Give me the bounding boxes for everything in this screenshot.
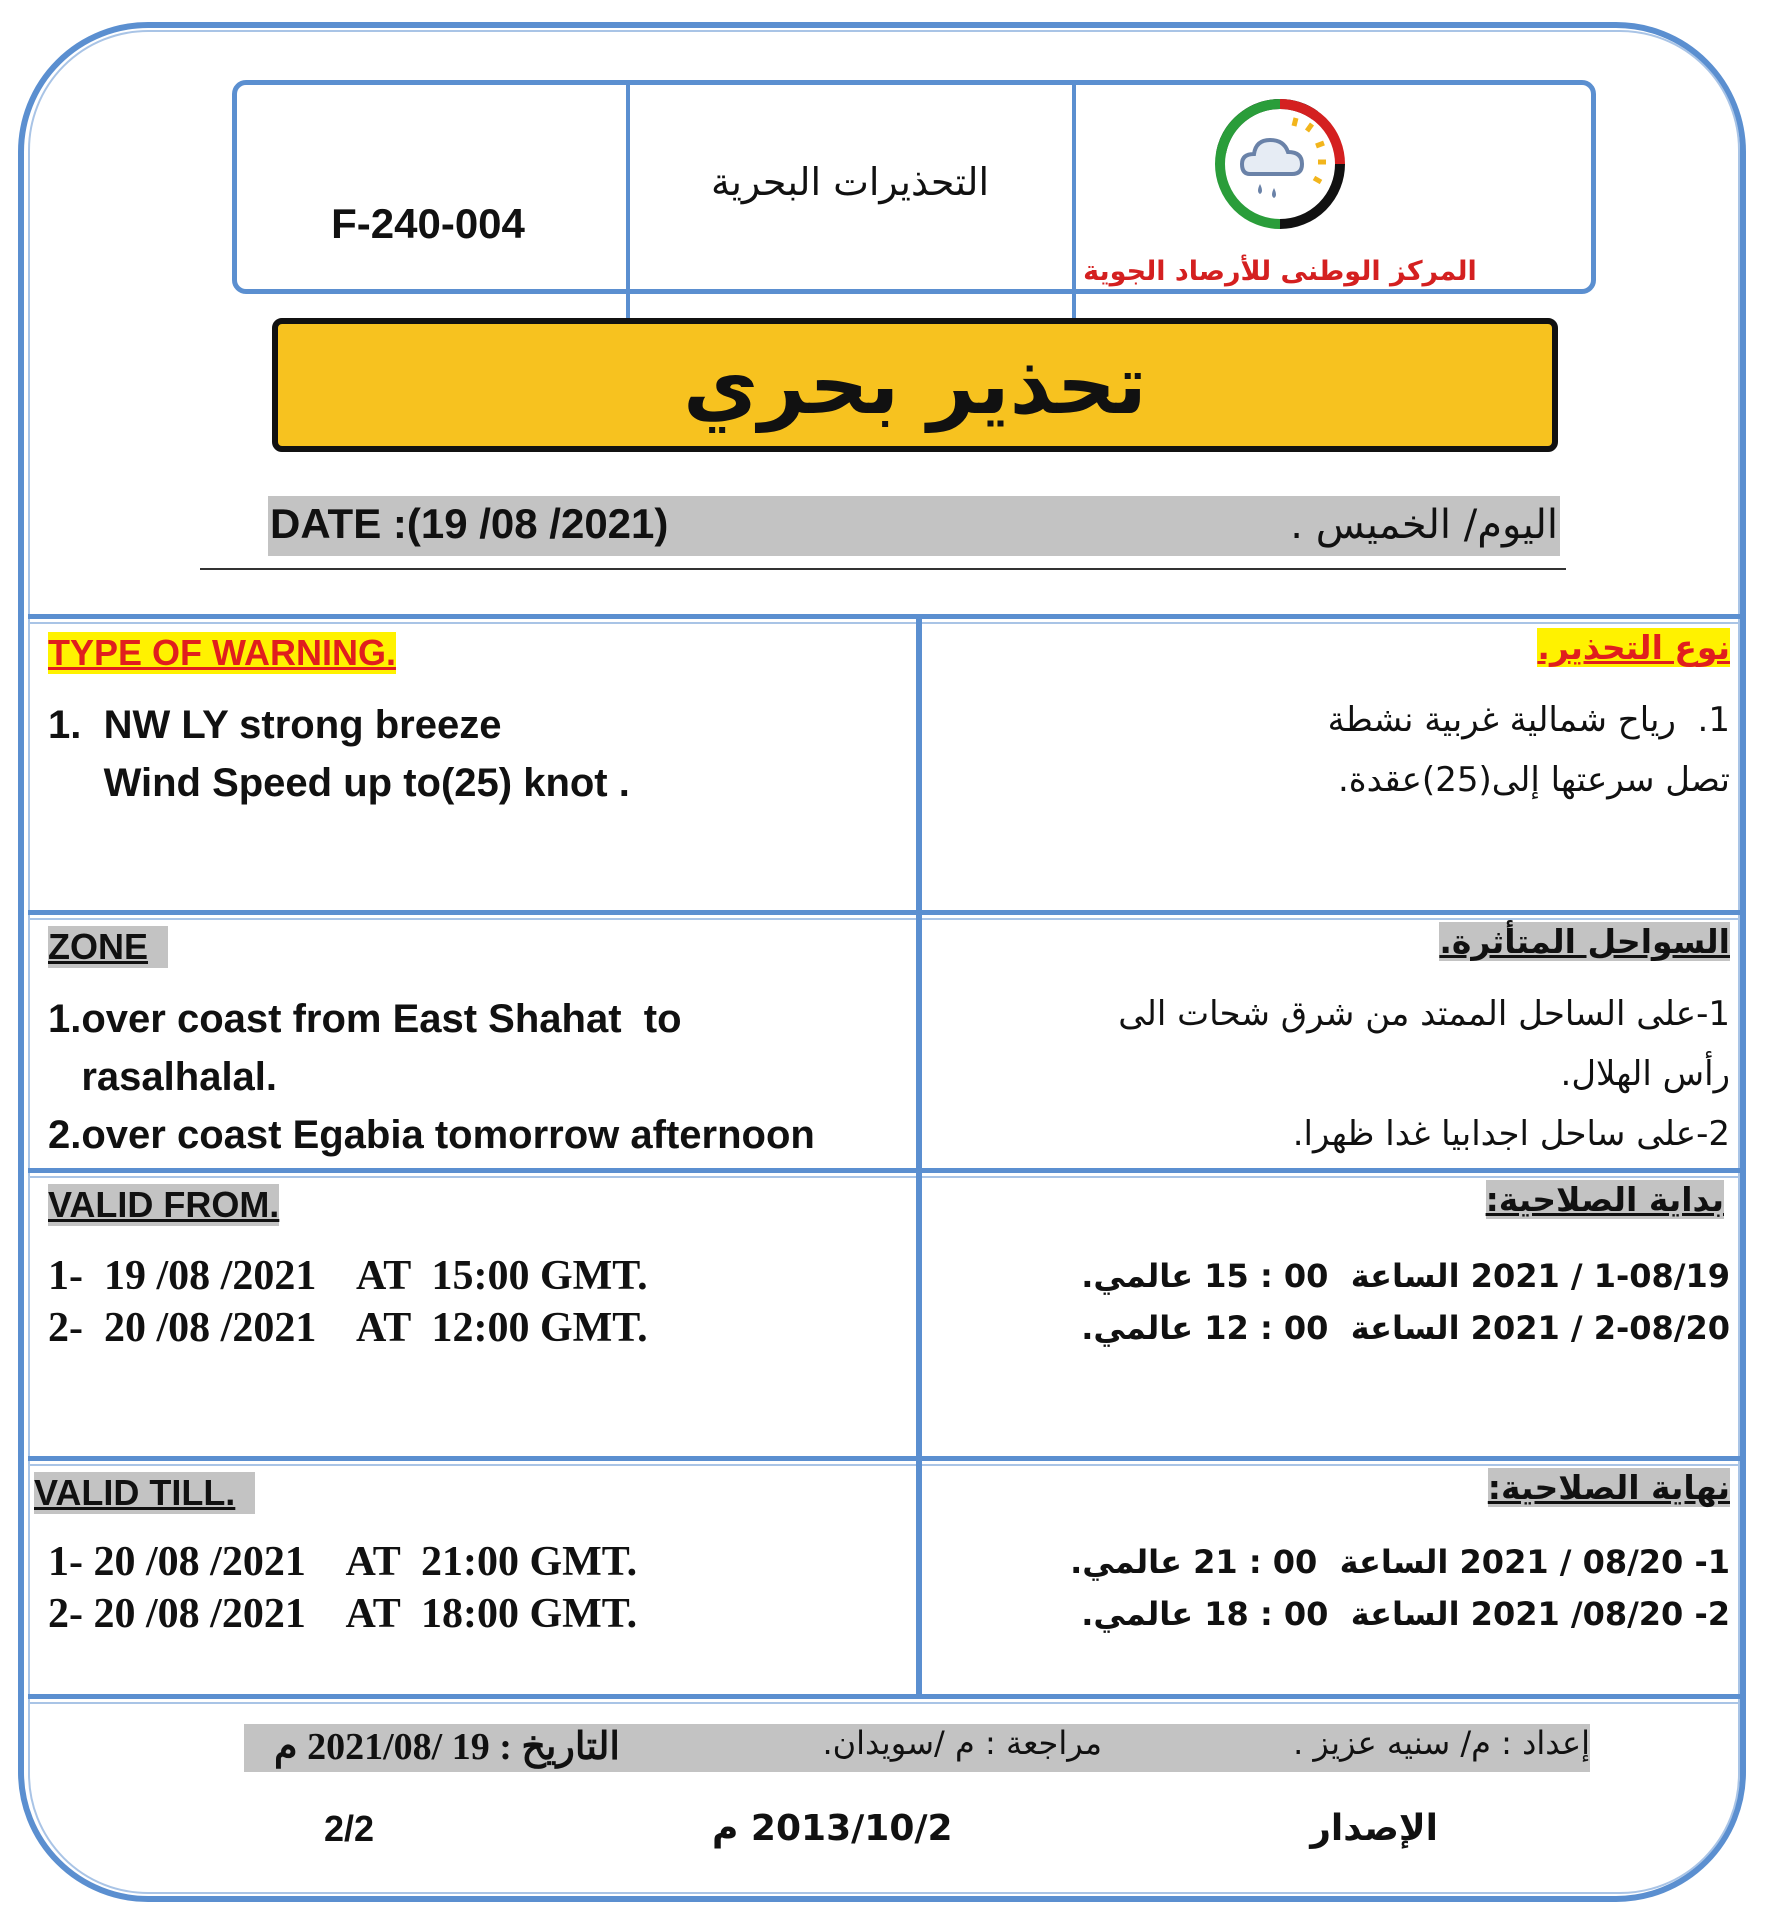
label-zone-ar: السواحل المتأثرة. — [1439, 922, 1730, 961]
section-divider — [28, 1168, 1740, 1173]
warning-en-line: Wind Speed up to(25) knot . — [48, 761, 630, 805]
footer-page-number: 2/2 — [324, 1808, 375, 1849]
section-divider-thin — [28, 918, 1740, 920]
zone-ar-line: 2-على ساحل اجدابيا غدا ظهرا. — [1292, 1114, 1730, 1154]
label-valid-from: VALID FROM. — [48, 1184, 280, 1225]
date-ar: اليوم/ الخميس . — [1290, 502, 1558, 548]
section-divider-thin — [28, 1176, 1740, 1178]
valid-from-en-line: 2- 20 /08 /2021 AT 12:00 GMT. — [48, 1305, 648, 1351]
zone-en — [48, 990, 815, 1164]
date-en: DATE :(19 /08 /2021) — [270, 500, 669, 547]
header-divider — [1072, 80, 1076, 326]
org-name: المركز الوطنى للأرصاد الجوية — [1083, 256, 1477, 287]
section-divider-thin — [28, 1702, 1740, 1704]
valid-till-ar-line: 1- 08/20 / 2021 الساعة 00 : 21 عالمي. — [1070, 1543, 1730, 1581]
footer-prepared: إعداد : م/ سنيه عزيز . — [1293, 1724, 1590, 1762]
label-type-of-warning-ar: نوع التحذير. — [1537, 628, 1730, 667]
warning-ar-line: تصل سرعتها إلى(25)عقدة. — [1316, 760, 1730, 800]
valid-till-en-line: 2- 20 /08 /2021 AT 18:00 GMT. — [48, 1591, 638, 1637]
label-valid-till: VALID TILL. — [34, 1472, 255, 1514]
zone-en-line: rasalhalal. — [48, 1055, 278, 1099]
footer-reviewed: مراجعة : م /سويدان. — [822, 1724, 1102, 1762]
header-title: التحذيرات البحرية — [710, 160, 990, 204]
valid-till-ar-line: 2- 08/20/ 2021 الساعة 00 : 18 عالمي. — [1081, 1595, 1730, 1633]
zone-ar — [1118, 984, 1730, 1164]
valid-from-ar — [1081, 1250, 1730, 1354]
valid-from-en-line: 1- 19 /08 /2021 AT 15:00 GMT. — [48, 1253, 648, 1299]
section-divider-thin — [28, 1464, 1740, 1466]
zone-en-line: 2.over coast Egabia tomorrow afternoon — [48, 1113, 815, 1157]
warning-en-line: 1. NW LY strong breeze — [48, 703, 502, 747]
section-divider-thin — [28, 622, 1740, 624]
valid-from-ar-line: 1-08/19 / 2021 الساعة 00 : 15 عالمي. — [1081, 1257, 1730, 1295]
footer-issue-label: الإصدار — [1310, 1808, 1438, 1849]
valid-till-en — [48, 1536, 637, 1640]
zone-en-line: 1.over coast from East Shahat to — [48, 997, 682, 1041]
valid-till-en-line: 1- 20 /08 /2021 AT 21:00 GMT. — [48, 1539, 638, 1585]
label-valid-from-ar: بداية الصلاحية: — [1485, 1180, 1724, 1219]
warning-ar-line: 1. رياح شمالية غربية نشطة — [1327, 700, 1730, 740]
label-valid-till-ar: نهاية الصلاحية: — [1487, 1468, 1730, 1507]
column-divider — [916, 614, 922, 1696]
footer-issue-date: 2013/10/2 م — [712, 1808, 953, 1849]
zone-ar-line: 1-على الساحل الممتد من شرق شحات الى — [1118, 994, 1730, 1034]
date-underline — [200, 568, 1566, 570]
warning-ar — [1316, 690, 1730, 810]
cloud-rain-sun-logo-icon — [1212, 96, 1348, 232]
section-divider — [28, 614, 1740, 619]
section-divider — [28, 1456, 1740, 1461]
section-divider — [28, 910, 1740, 915]
section-divider — [28, 1694, 1740, 1699]
banner-title: تحذير بحري — [683, 337, 1147, 433]
label-type-of-warning: TYPE OF WARNING. — [48, 632, 397, 673]
warning-en — [48, 696, 630, 812]
valid-from-en — [48, 1250, 648, 1354]
zone-ar-line: رأس الهلال. — [1538, 1054, 1730, 1094]
label-zone: ZONE — [48, 926, 168, 968]
valid-from-ar-line: 2-08/20 / 2021 الساعة 00 : 12 عالمي. — [1081, 1309, 1730, 1347]
warning-banner — [272, 318, 1558, 452]
footer-date: التاريخ : 19 /2021/08 م — [274, 1726, 620, 1768]
valid-till-ar — [1070, 1536, 1730, 1640]
form-code: F-240-004 — [331, 200, 525, 247]
